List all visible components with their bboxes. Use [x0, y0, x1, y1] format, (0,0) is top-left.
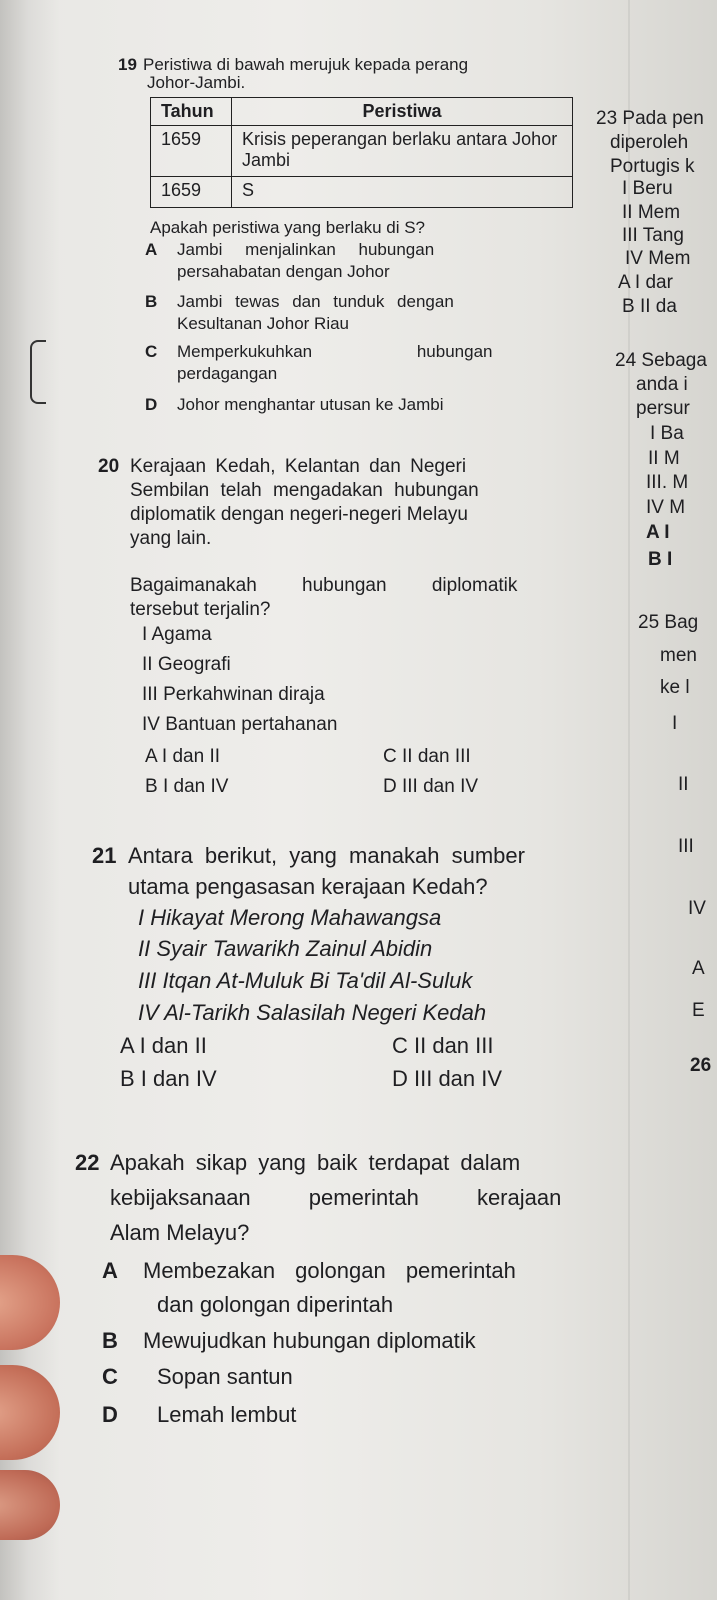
pencil-mark [30, 340, 46, 404]
q23-line: I Beru [622, 178, 673, 199]
q25-line: 25 Bag [638, 612, 699, 633]
q21-answer-b[interactable]: B I dan IV [120, 1066, 217, 1091]
q24-line: anda i [636, 374, 688, 395]
q19-table [150, 97, 573, 208]
q25-line: men [660, 645, 697, 666]
q21-number: 21 [92, 843, 117, 868]
q22-number: 22 [75, 1150, 100, 1175]
q24-line: persur [636, 398, 690, 419]
q22-option-letter[interactable]: C [102, 1364, 118, 1389]
table-cell-year: 1659 [151, 177, 232, 208]
table-cell-year: 1659 [151, 126, 232, 177]
q19-question: Apakah peristiwa yang berlaku di S? [150, 218, 425, 237]
q24-line: I Ba [650, 423, 684, 444]
q19-number: 19 [118, 55, 137, 74]
table-header-year: Tahun [151, 98, 232, 126]
q21-stem-line1: Antara berikut, yang manakah sumber [128, 843, 525, 868]
q23-line: III Tang [622, 225, 684, 246]
table-header-row [151, 98, 573, 126]
q19-option-b-line2[interactable]: Kesultanan Johor Riau [177, 314, 350, 333]
q20-number: 20 [98, 456, 120, 477]
q22-option-a-line1[interactable]: Membezakan golongan pemerintah [143, 1258, 516, 1283]
q22-stem-line1: Apakah sikap yang baik terdapat dalam [110, 1150, 521, 1175]
q19-stem-line2: Johor-Jambi. [147, 73, 246, 92]
q22-option-d-line1[interactable]: Lemah lembut [157, 1402, 297, 1427]
q20-stem-line3: diplomatik dengan negeri-negeri Melayu [130, 504, 468, 525]
q24-line: A I [646, 522, 670, 543]
q20-question-line1: Bagaimanakah hubungan diplomatik [130, 575, 518, 596]
q19-option-c-line2[interactable]: perdagangan [177, 364, 278, 383]
q26-number: 26 [690, 1055, 712, 1076]
q20-stem-line4: yang lain. [130, 528, 212, 549]
q24-line: 24 Sebaga [615, 350, 707, 371]
q20-item: II Geografi [142, 654, 231, 675]
q19-option-d-line1[interactable]: Johor menghantar utusan ke Jambi [177, 395, 444, 414]
q25-line: III [678, 836, 694, 857]
q23-line: B II da [622, 296, 677, 317]
q21-stem-line2: utama pengasasan kerajaan Kedah? [128, 874, 488, 899]
q25-line: I [672, 713, 678, 734]
q21-item: I Hikayat Merong Mahawangsa [138, 905, 442, 930]
q22-option-letter[interactable]: A [102, 1258, 118, 1283]
q22-option-b-line1[interactable]: Mewujudkan hubungan diplomatik [143, 1328, 476, 1353]
q19-option-a-line1[interactable]: Jambi menjalinkan hubungan [177, 240, 435, 259]
q23-line: diperoleh [610, 132, 689, 153]
q20-item: I Agama [142, 624, 212, 645]
table-cell-event: Krisis peperangan berlaku antara Johor Jambi [232, 126, 573, 177]
q25-line: II [678, 774, 689, 795]
q24-line: II M [648, 448, 680, 469]
q20-answer-b[interactable]: B I dan IV [145, 776, 229, 797]
table-header-event: Peristiwa [232, 98, 573, 126]
q22-stem-line3: Alam Melayu? [110, 1220, 250, 1245]
q19-option-letter[interactable]: C [145, 342, 158, 361]
q19-option-letter[interactable]: B [145, 292, 158, 311]
q19-option-a-line2[interactable]: persahabatan dengan Johor [177, 262, 390, 281]
q25-line: IV [688, 898, 706, 919]
q24-line: IV M [646, 497, 686, 518]
q21-item: III Itqan At-Muluk Bi Ta'dil Al-Suluk [138, 968, 473, 993]
q19-option-letter[interactable]: A [145, 240, 158, 259]
q19-option-letter[interactable]: D [145, 395, 158, 414]
q23-line: Portugis k [610, 156, 695, 177]
q25-line: ke l [660, 677, 690, 698]
q21-answer-c[interactable]: C II dan III [392, 1033, 494, 1058]
q21-item: II Syair Tawarikh Zainul Abidin [138, 936, 433, 961]
q21-answer-d[interactable]: D III dan IV [392, 1066, 503, 1091]
q24-line: III. M [646, 472, 689, 493]
q19-option-b-line1[interactable]: Jambi tewas dan tunduk dengan [177, 292, 454, 311]
q20-answer-a[interactable]: A I dan II [145, 746, 220, 767]
q20-item: IV Bantuan pertahanan [142, 714, 338, 735]
q20-stem-line1: Kerajaan Kedah, Kelantan dan Negeri [130, 456, 467, 477]
q20-answer-d[interactable]: D III dan IV [383, 776, 479, 797]
q20-item: III Perkahwinan diraja [142, 684, 325, 705]
q22-stem-line2: kebijaksanaan pemerintah kerajaan [110, 1185, 562, 1210]
q21-item: IV Al-Tarikh Salasilah Negeri Kedah [138, 1000, 487, 1025]
q25-line: A [692, 958, 705, 979]
q20-answer-c[interactable]: C II dan III [383, 746, 471, 767]
q22-option-letter[interactable]: D [102, 1402, 118, 1427]
q19-option-c-line1[interactable]: Memperkukuhkan hubungan [177, 342, 493, 361]
table-row [151, 126, 573, 177]
q20-question-line2: tersebut terjalin? [130, 599, 271, 620]
table-row [151, 177, 573, 208]
q25-line: E [692, 1000, 705, 1021]
q23-line: II Mem [622, 202, 681, 223]
q22-option-a-line2[interactable]: dan golongan diperintah [157, 1292, 394, 1317]
page-shadow [0, 0, 60, 1600]
q23-line: A I dar [618, 272, 673, 293]
q21-answer-a[interactable]: A I dan II [120, 1033, 207, 1058]
table-cell-event: S [232, 177, 573, 208]
q20-stem-line2: Sembilan telah mengadakan hubungan [130, 480, 479, 501]
q19-stem-line1: Peristiwa di bawah merujuk kepada perang [143, 55, 469, 74]
q23-line: 23 Pada pen [596, 108, 704, 129]
q22-option-c-line1[interactable]: Sopan santun [157, 1364, 293, 1389]
q24-line: B I [648, 549, 673, 570]
q23-line: IV Mem [625, 248, 691, 269]
q22-option-letter[interactable]: B [102, 1328, 118, 1353]
